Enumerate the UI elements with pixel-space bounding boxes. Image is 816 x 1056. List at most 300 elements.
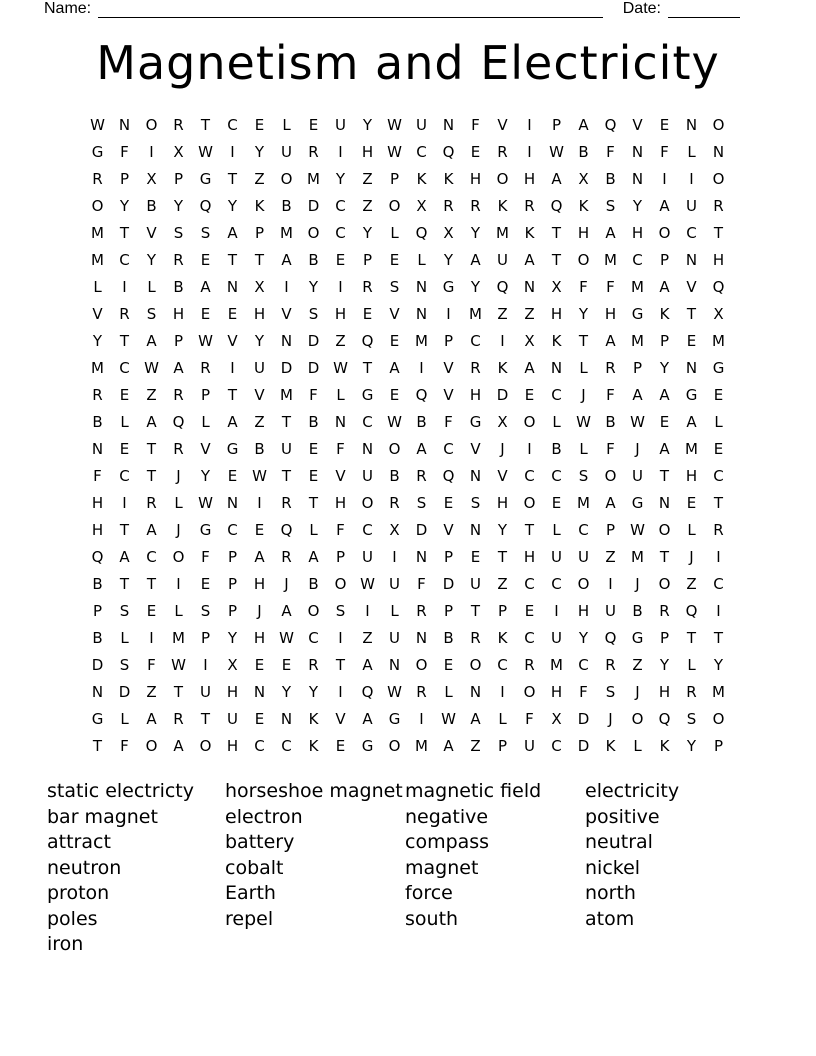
grid-cell: Y	[200, 467, 211, 485]
grid-cell: R	[605, 656, 616, 674]
grid-cell: R	[173, 251, 184, 269]
grid-cell: R	[659, 602, 670, 620]
grid-cell: S	[335, 602, 346, 620]
word-list-item: Earth	[225, 882, 276, 904]
grid-cell: D	[91, 656, 104, 674]
grid-cell: Q	[712, 278, 725, 296]
grid-cell: Q	[361, 683, 374, 701]
grid-cell: X	[551, 278, 562, 296]
grid-cell: T	[713, 629, 724, 647]
grid-cell: S	[470, 494, 481, 512]
word-list-item: south	[405, 907, 459, 930]
grid-cell: C	[227, 521, 238, 539]
header	[44, 0, 740, 18]
grid-cell: R	[119, 305, 130, 323]
word-list-item: attract	[47, 831, 111, 853]
grid-cell: W	[630, 521, 645, 539]
grid-cell: P	[551, 116, 562, 134]
grid-cell: E	[389, 251, 400, 269]
word-list-item: static electricty	[47, 780, 194, 802]
grid-cell: O	[307, 224, 320, 242]
grid-cell: I	[500, 332, 505, 350]
grid-cell: G	[631, 494, 644, 512]
grid-cell: L	[417, 251, 426, 269]
grid-cell: O	[523, 683, 536, 701]
grid-cell: R	[308, 656, 319, 674]
grid-cell: E	[254, 116, 265, 134]
word-list-item: battery	[225, 831, 295, 853]
grid-cell: N	[415, 278, 428, 296]
grid-cell: C	[524, 575, 535, 593]
grid-cell: J	[500, 440, 505, 458]
grid-cell: J	[635, 575, 640, 593]
grid-cell: B	[254, 440, 265, 458]
grid-cell: L	[687, 143, 696, 161]
grid-cell: D	[307, 197, 320, 215]
grid-cell: H	[226, 737, 239, 755]
grid-cell: W	[387, 143, 402, 161]
grid-cell: R	[281, 494, 292, 512]
grid-cell: X	[416, 197, 427, 215]
grid-cell: I	[608, 575, 613, 593]
grid-cell: L	[174, 494, 183, 512]
grid-cell: F	[579, 683, 588, 701]
grid-cell: J	[176, 521, 181, 539]
grid-cell: D	[577, 737, 590, 755]
grid-cell: T	[308, 494, 319, 512]
grid-cell: H	[91, 494, 104, 512]
grid-cell: I	[662, 170, 667, 188]
grid-cell: Q	[658, 710, 671, 728]
grid-cell: R	[308, 143, 319, 161]
grid-cell: T	[227, 170, 238, 188]
grid-cell: P	[659, 332, 670, 350]
grid-cell: T	[281, 413, 292, 431]
grid-cell: K	[308, 737, 319, 755]
grid-cell: S	[578, 467, 589, 485]
grid-cell: K	[254, 197, 265, 215]
grid-cell: S	[146, 305, 157, 323]
grid-cell: Q	[280, 521, 293, 539]
grid-cell: S	[605, 197, 616, 215]
grid-cell: X	[227, 656, 238, 674]
grid-cell: N	[685, 359, 698, 377]
grid-cell: S	[605, 683, 616, 701]
grid-cell: U	[362, 548, 373, 566]
grid-cell: N	[280, 332, 293, 350]
grid-cell: W	[171, 656, 186, 674]
grid-cell: T	[686, 629, 697, 647]
grid-cell: W	[333, 359, 348, 377]
grid-cell: O	[307, 602, 320, 620]
grid-cell: V	[443, 359, 454, 377]
grid-cell: T	[146, 467, 157, 485]
grid-cell: P	[173, 170, 184, 188]
grid-cell: H	[469, 170, 482, 188]
grid-cell: B	[578, 143, 589, 161]
grid-cell: Y	[659, 359, 670, 377]
grid-cell: C	[362, 521, 373, 539]
grid-cell: G	[442, 278, 455, 296]
grid-cell: I	[527, 143, 532, 161]
grid-cell: T	[146, 440, 157, 458]
grid-cell: R	[92, 386, 103, 404]
grid-cell: P	[119, 170, 130, 188]
grid-cell: A	[632, 386, 643, 404]
grid-cell: H	[577, 602, 590, 620]
grid-cell: Y	[227, 629, 238, 647]
grid-cell: N	[253, 683, 266, 701]
grid-cell: C	[686, 224, 697, 242]
grid-cell: L	[93, 278, 102, 296]
grid-cell: U	[497, 251, 508, 269]
grid-cell: W	[549, 143, 564, 161]
grid-cell: Y	[281, 683, 292, 701]
word-list-item: force	[405, 882, 453, 904]
grid-cell: V	[254, 386, 265, 404]
grid-cell: C	[632, 251, 643, 269]
grid-cell: T	[200, 710, 211, 728]
word-list-item: negative	[405, 805, 489, 828]
grid-cell: A	[659, 278, 670, 296]
grid-cell: C	[119, 467, 130, 485]
grid-cell: A	[524, 251, 535, 269]
grid-cell: M	[550, 656, 563, 674]
grid-cell: B	[308, 251, 319, 269]
grid-cell: C	[362, 413, 373, 431]
grid-cell: H	[685, 467, 698, 485]
grid-cell: O	[577, 251, 590, 269]
grid-cell: M	[577, 494, 590, 512]
grid-cell: F	[417, 575, 426, 593]
grid-cell: H	[550, 305, 563, 323]
grid-cell: V	[146, 224, 157, 242]
grid-cell: I	[392, 548, 397, 566]
grid-cell: K	[659, 305, 670, 323]
grid-cell: L	[633, 737, 642, 755]
grid-cell: G	[631, 629, 644, 647]
grid-cell: R	[362, 278, 373, 296]
grid-cell: A	[443, 737, 454, 755]
grid-cell: Y	[713, 656, 724, 674]
grid-cell: A	[551, 170, 562, 188]
grid-cell: Q	[604, 116, 617, 134]
grid-cell: H	[253, 305, 266, 323]
grid-cell: Q	[361, 332, 374, 350]
grid-cell: U	[686, 197, 697, 215]
grid-cell: N	[361, 440, 374, 458]
grid-cell: H	[469, 386, 482, 404]
grid-cell: I	[257, 494, 262, 512]
grid-cell: C	[119, 359, 130, 377]
grid-cell: S	[119, 602, 130, 620]
grid-cell: I	[149, 143, 154, 161]
word-list	[0, 779, 816, 979]
grid-cell: T	[686, 305, 697, 323]
grid-cell: P	[443, 602, 454, 620]
grid-cell: C	[335, 224, 346, 242]
grid-cell: P	[200, 629, 211, 647]
grid-cell: B	[389, 467, 400, 485]
grid-cell: R	[416, 467, 427, 485]
grid-cell: U	[605, 602, 616, 620]
grid-cell: E	[713, 386, 724, 404]
grid-cell: G	[361, 386, 374, 404]
grid-cell: D	[118, 683, 131, 701]
grid-cell: U	[416, 116, 427, 134]
grid-cell: N	[442, 116, 455, 134]
grid-cell: Y	[443, 251, 454, 269]
grid-cell: I	[716, 548, 721, 566]
grid-cell: M	[496, 224, 509, 242]
grid-cell: Q	[496, 278, 509, 296]
grid-cell: U	[281, 143, 292, 161]
grid-cell: A	[524, 359, 535, 377]
grid-cell: X	[254, 278, 265, 296]
grid-cell: W	[252, 467, 267, 485]
grid-cell: I	[419, 710, 424, 728]
grid-cell: R	[713, 521, 724, 539]
grid-cell: F	[147, 656, 156, 674]
grid-cell: C	[281, 737, 292, 755]
word-list-item: magnetic field	[405, 780, 542, 802]
grid-cell: N	[415, 629, 428, 647]
word-list-item: atom	[585, 907, 635, 930]
grid-cell: P	[713, 737, 724, 755]
date-label: Date:	[622, 0, 661, 17]
grid-cell: Q	[415, 224, 428, 242]
grid-cell: A	[146, 521, 157, 539]
grid-cell: R	[524, 197, 535, 215]
grid-cell: Q	[550, 197, 563, 215]
grid-cell: S	[416, 494, 427, 512]
grid-cell: L	[201, 413, 210, 431]
grid-cell: W	[576, 413, 591, 431]
grid-cell: R	[470, 197, 481, 215]
grid-cell: G	[91, 143, 104, 161]
grid-cell: M	[712, 332, 725, 350]
grid-cell: D	[280, 359, 293, 377]
grid-cell: A	[146, 710, 157, 728]
grid-cell: N	[334, 413, 347, 431]
grid-cell: M	[415, 332, 428, 350]
grid-cell: A	[686, 413, 697, 431]
grid-cell: R	[92, 170, 103, 188]
grid-cell: K	[578, 197, 589, 215]
grid-cell: N	[658, 494, 671, 512]
grid-cell: I	[176, 575, 181, 593]
grid-cell: Y	[335, 170, 346, 188]
grid-cell: E	[389, 386, 400, 404]
grid-cell: T	[713, 224, 724, 242]
grid-cell: T	[254, 251, 265, 269]
grid-cell: C	[119, 251, 130, 269]
grid-cell: T	[173, 683, 184, 701]
grid-cell: H	[550, 683, 563, 701]
grid-cell: A	[281, 251, 292, 269]
grid-cell: T	[281, 467, 292, 485]
grid-cell: C	[470, 332, 481, 350]
grid-cell: N	[550, 359, 563, 377]
grid-cell: P	[443, 548, 454, 566]
grid-cell: P	[335, 548, 346, 566]
grid-cell: A	[659, 386, 670, 404]
grid-cell: O	[388, 737, 401, 755]
grid-cell: J	[635, 683, 640, 701]
grid-cell: I	[230, 359, 235, 377]
grid-cell: R	[497, 143, 508, 161]
grid-cell: E	[470, 548, 481, 566]
grid-cell: D	[442, 575, 455, 593]
grid-cell: I	[716, 602, 721, 620]
grid-cell: P	[497, 602, 508, 620]
grid-cell: Y	[119, 197, 130, 215]
date-blank-line	[668, 2, 740, 18]
grid-cell: I	[230, 143, 235, 161]
grid-cell: A	[227, 224, 238, 242]
grid-cell: R	[605, 359, 616, 377]
grid-cell: T	[659, 467, 670, 485]
grid-cell: D	[307, 359, 320, 377]
grid-cell: L	[390, 602, 399, 620]
word-list-item: iron	[47, 933, 84, 955]
name-blank-line	[98, 2, 603, 18]
grid-cell: T	[335, 656, 346, 674]
grid-cell: E	[659, 116, 670, 134]
grid-cell: R	[713, 197, 724, 215]
grid-cell: V	[335, 710, 346, 728]
grid-cell: A	[389, 359, 400, 377]
grid-cell: Q	[685, 602, 698, 620]
grid-cell: K	[497, 629, 508, 647]
grid-cell: D	[496, 386, 509, 404]
grid-cell: Q	[91, 548, 104, 566]
grid-cell: L	[552, 413, 561, 431]
grid-cell: O	[496, 170, 509, 188]
grid-cell: C	[551, 386, 562, 404]
grid-cell: L	[147, 278, 156, 296]
grid-cell: W	[198, 494, 213, 512]
grid-cell: W	[630, 413, 645, 431]
grid-cell: V	[443, 521, 454, 539]
grid-cell: E	[308, 440, 319, 458]
grid-cell: A	[146, 332, 157, 350]
grid-cell: J	[176, 467, 181, 485]
grid-cell: Y	[686, 737, 697, 755]
grid-cell: C	[524, 467, 535, 485]
grid-cell: D	[415, 521, 428, 539]
grid-cell: Y	[227, 197, 238, 215]
grid-cell: L	[309, 521, 318, 539]
grid-cell: E	[470, 143, 481, 161]
grid-cell: F	[120, 737, 129, 755]
grid-cell: B	[605, 413, 616, 431]
grid-cell: I	[203, 656, 208, 674]
grid-cell: J	[284, 575, 289, 593]
grid-cell: W	[198, 332, 213, 350]
grid-cell: A	[173, 359, 184, 377]
grid-cell: L	[579, 440, 588, 458]
grid-cell: E	[524, 386, 535, 404]
grid-cell: M	[415, 737, 428, 755]
grid-cell: Z	[497, 305, 508, 323]
grid-cell: W	[360, 575, 375, 593]
grid-cell: V	[227, 332, 238, 350]
grid-cell: P	[92, 602, 103, 620]
grid-cell: I	[419, 359, 424, 377]
grid-cell: N	[469, 683, 482, 701]
grid-cell: T	[713, 494, 724, 512]
grid-cell: Z	[524, 305, 535, 323]
grid-cell: K	[605, 737, 616, 755]
grid-cell: F	[336, 440, 345, 458]
word-list-item: electron	[225, 805, 303, 828]
grid-cell: E	[281, 656, 292, 674]
grid-cell: M	[280, 224, 293, 242]
grid-cell: B	[443, 629, 454, 647]
grid-cell: Y	[254, 332, 265, 350]
grid-cell: R	[443, 197, 454, 215]
grid-cell: V	[470, 440, 481, 458]
grid-cell: L	[552, 521, 561, 539]
grid-cell: H	[523, 170, 536, 188]
grid-cell: E	[227, 467, 238, 485]
grid-cell: U	[551, 629, 562, 647]
grid-cell: W	[198, 143, 213, 161]
grid-cell: N	[415, 548, 428, 566]
grid-cell: G	[685, 386, 698, 404]
grid-cell: E	[119, 386, 130, 404]
grid-cell: F	[309, 386, 318, 404]
grid-cell: T	[470, 602, 481, 620]
grid-cell: P	[443, 332, 454, 350]
grid-cell: J	[635, 440, 640, 458]
grid-cell: U	[389, 629, 400, 647]
grid-cell: E	[443, 656, 454, 674]
grid-cell: N	[523, 278, 536, 296]
grid-cell: H	[523, 548, 536, 566]
grid-cell: H	[172, 305, 185, 323]
grid-cell: U	[362, 467, 373, 485]
grid-cell: A	[200, 278, 211, 296]
grid-cell: Y	[146, 251, 157, 269]
grid-cell: Z	[362, 197, 373, 215]
grid-cell: R	[281, 548, 292, 566]
word-list-item: north	[585, 882, 636, 904]
grid-cell: N	[469, 467, 482, 485]
grid-cell: V	[497, 116, 508, 134]
grid-cell: O	[712, 170, 725, 188]
grid-cell: O	[361, 494, 374, 512]
grid-cell: V	[200, 440, 211, 458]
grid-cell: X	[443, 224, 454, 242]
grid-cell: C	[551, 575, 562, 593]
grid-cell: X	[497, 413, 508, 431]
grid-cell: X	[524, 332, 535, 350]
grid-cell: W	[441, 710, 456, 728]
grid-cell: I	[338, 683, 343, 701]
grid-cell: M	[604, 251, 617, 269]
grid-cell: F	[579, 278, 588, 296]
word-list-column	[225, 779, 403, 932]
grid-cell: Y	[497, 521, 508, 539]
grid-cell: I	[500, 683, 505, 701]
grid-cell: I	[122, 278, 127, 296]
grid-cell: Y	[362, 116, 373, 134]
grid-cell: T	[119, 224, 130, 242]
grid-cell: N	[91, 440, 104, 458]
grid-cell: A	[173, 737, 184, 755]
